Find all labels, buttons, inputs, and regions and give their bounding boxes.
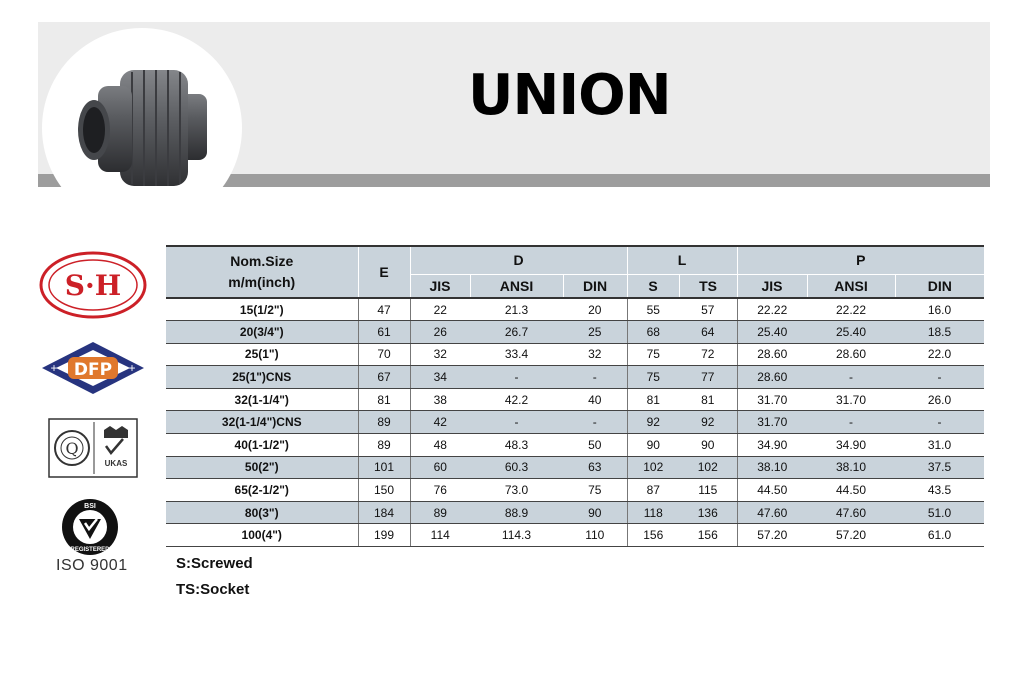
cell-d-jis: 32 (410, 343, 470, 366)
cell-l-ts: 156 (679, 524, 737, 547)
p-header: P (737, 246, 984, 274)
legend-notes (176, 551, 253, 603)
cell-p-jis: 22.22 (737, 298, 807, 321)
cell-p-din: 22.0 (895, 343, 984, 366)
e-header: E (358, 246, 410, 298)
cell-p-jis: 38.10 (737, 456, 807, 479)
cell-l-s: 81 (627, 388, 679, 411)
cell-p-jis: 28.60 (737, 366, 807, 389)
cell-p-din: - (895, 366, 984, 389)
cell-e: 81 (358, 388, 410, 411)
table-row (166, 501, 984, 524)
cell-e: 101 (358, 456, 410, 479)
cell-size: 80(3") (166, 501, 358, 524)
iso-9001-label: ISO 9001 (56, 557, 128, 574)
sh-logo-icon (38, 250, 148, 320)
cell-p-jis: 47.60 (737, 501, 807, 524)
d-din-header: DIN (563, 274, 627, 298)
svg-text:REGISTERED: REGISTERED (70, 547, 110, 553)
cell-l-ts: 90 (679, 434, 737, 457)
page-title: UNION (468, 63, 671, 128)
cell-p-ansi: 47.60 (807, 501, 895, 524)
cell-p-jis: 31.70 (737, 388, 807, 411)
table-row (166, 366, 984, 389)
cell-p-din: 18.5 (895, 321, 984, 344)
cell-p-din: 51.0 (895, 501, 984, 524)
cell-l-ts: 136 (679, 501, 737, 524)
bsi-logo-icon (60, 497, 120, 557)
cell-size: 15(1/2") (166, 298, 358, 321)
cell-d-jis: 26 (410, 321, 470, 344)
cell-p-jis: 31.70 (737, 411, 807, 434)
cell-size: 100(4") (166, 524, 358, 547)
cell-d-din: 110 (563, 524, 627, 547)
dfp-logo-icon (38, 338, 148, 398)
cell-p-din: 31.0 (895, 434, 984, 457)
cell-d-jis: 34 (410, 366, 470, 389)
cell-p-din: 16.0 (895, 298, 984, 321)
d-jis-header: JIS (410, 274, 470, 298)
cell-l-s: 90 (627, 434, 679, 457)
cell-d-jis: 48 (410, 434, 470, 457)
cell-l-s: 92 (627, 411, 679, 434)
cell-d-ansi: 21.3 (470, 298, 563, 321)
cell-p-ansi: 57.20 (807, 524, 895, 547)
cell-d-ansi: 48.3 (470, 434, 563, 457)
cell-p-ansi: 44.50 (807, 479, 895, 502)
cell-size: 32(1-1/4")CNS (166, 411, 358, 434)
l-s-header: S (627, 274, 679, 298)
cell-p-ansi: 34.90 (807, 434, 895, 457)
cell-p-jis: 57.20 (737, 524, 807, 547)
table-row (166, 388, 984, 411)
cell-d-ansi: 73.0 (470, 479, 563, 502)
cell-size: 25(1") (166, 343, 358, 366)
cell-p-din: 61.0 (895, 524, 984, 547)
cell-d-jis: 114 (410, 524, 470, 547)
cell-d-ansi: 60.3 (470, 456, 563, 479)
cell-l-ts: 102 (679, 456, 737, 479)
l-ts-header: TS (679, 274, 737, 298)
cell-d-din: - (563, 411, 627, 434)
cell-p-ansi: 38.10 (807, 456, 895, 479)
table-row (166, 434, 984, 457)
table-row (166, 298, 984, 321)
cell-p-din: 37.5 (895, 456, 984, 479)
cell-d-din: 40 (563, 388, 627, 411)
cell-p-ansi: - (807, 411, 895, 434)
cell-d-ansi: 114.3 (470, 524, 563, 547)
table-row (166, 479, 984, 502)
cell-size: 20(3/4") (166, 321, 358, 344)
svg-text:S·H: S·H (64, 269, 122, 302)
cell-l-ts: 72 (679, 343, 737, 366)
cell-d-jis: 89 (410, 501, 470, 524)
cell-d-jis: 76 (410, 479, 470, 502)
svg-text:UKAS: UKAS (104, 459, 128, 468)
cell-d-ansi: - (470, 366, 563, 389)
p-jis-header: JIS (737, 274, 807, 298)
cell-d-jis: 22 (410, 298, 470, 321)
cell-d-din: 32 (563, 343, 627, 366)
cell-d-din: 63 (563, 456, 627, 479)
cell-d-din: - (563, 366, 627, 389)
cell-e: 70 (358, 343, 410, 366)
p-din-header: DIN (895, 274, 984, 298)
cell-d-jis: 42 (410, 411, 470, 434)
cell-d-ansi: - (470, 411, 563, 434)
nom-size-header-line2: m/m(inch) (228, 274, 296, 290)
cell-e: 150 (358, 479, 410, 502)
cell-p-din: 43.5 (895, 479, 984, 502)
cell-d-ansi: 42.2 (470, 388, 563, 411)
cell-l-ts: 92 (679, 411, 737, 434)
note-screwed: S:Screwed (176, 555, 253, 572)
cell-p-jis: 44.50 (737, 479, 807, 502)
cell-d-din: 50 (563, 434, 627, 457)
table-row (166, 411, 984, 434)
cell-size: 40(1-1/2") (166, 434, 358, 457)
dimension-table (166, 245, 984, 547)
cell-d-jis: 60 (410, 456, 470, 479)
cell-e: 61 (358, 321, 410, 344)
cell-d-din: 20 (563, 298, 627, 321)
cell-e: 67 (358, 366, 410, 389)
cell-l-s: 102 (627, 456, 679, 479)
table-header-row (166, 246, 984, 274)
cell-size: 65(2-1/2") (166, 479, 358, 502)
cell-p-jis: 34.90 (737, 434, 807, 457)
cell-size: 32(1-1/4") (166, 388, 358, 411)
cell-p-ansi: 25.40 (807, 321, 895, 344)
cell-d-ansi: 88.9 (470, 501, 563, 524)
cell-e: 184 (358, 501, 410, 524)
cell-l-s: 118 (627, 501, 679, 524)
svg-text:DFP: DFP (73, 360, 113, 380)
cell-p-ansi: 31.70 (807, 388, 895, 411)
d-ansi-header: ANSI (470, 274, 563, 298)
cell-l-ts: 81 (679, 388, 737, 411)
svg-text:BSI: BSI (84, 503, 96, 510)
cell-l-ts: 64 (679, 321, 737, 344)
cell-l-s: 156 (627, 524, 679, 547)
cell-e: 89 (358, 434, 410, 457)
cell-size: 25(1")CNS (166, 366, 358, 389)
cell-size: 50(2") (166, 456, 358, 479)
table-row (166, 321, 984, 344)
svg-text:+: + (128, 361, 136, 375)
cell-p-din: 26.0 (895, 388, 984, 411)
cell-p-ansi: 28.60 (807, 343, 895, 366)
cell-l-s: 75 (627, 343, 679, 366)
cell-p-jis: 28.60 (737, 343, 807, 366)
cell-d-din: 25 (563, 321, 627, 344)
svg-text:Q: Q (65, 439, 79, 458)
cell-l-ts: 115 (679, 479, 737, 502)
table-row (166, 524, 984, 547)
cell-p-ansi: 22.22 (807, 298, 895, 321)
p-ansi-header: ANSI (807, 274, 895, 298)
cell-d-din: 75 (563, 479, 627, 502)
cell-d-din: 90 (563, 501, 627, 524)
cell-l-ts: 57 (679, 298, 737, 321)
d-header: D (410, 246, 627, 274)
nom-size-header (166, 246, 358, 298)
table-body (166, 298, 984, 547)
pvc-union-icon (42, 28, 242, 228)
cell-l-s: 68 (627, 321, 679, 344)
cell-p-jis: 25.40 (737, 321, 807, 344)
cell-d-jis: 38 (410, 388, 470, 411)
product-photo (42, 28, 242, 228)
cell-d-ansi: 26.7 (470, 321, 563, 344)
cell-e: 89 (358, 411, 410, 434)
cell-d-ansi: 33.4 (470, 343, 563, 366)
cell-l-s: 55 (627, 298, 679, 321)
table-row (166, 343, 984, 366)
cell-l-s: 75 (627, 366, 679, 389)
cell-e: 47 (358, 298, 410, 321)
nom-size-header-line1: Nom.Size (230, 253, 294, 269)
cell-p-ansi: - (807, 366, 895, 389)
cell-p-din: - (895, 411, 984, 434)
svg-text:+: + (50, 361, 58, 375)
cell-l-s: 87 (627, 479, 679, 502)
l-header: L (627, 246, 737, 274)
ukas-logo-icon (48, 418, 138, 478)
table-row (166, 456, 984, 479)
note-socket: TS:Socket (176, 581, 250, 598)
cell-e: 199 (358, 524, 410, 547)
cell-l-ts: 77 (679, 366, 737, 389)
